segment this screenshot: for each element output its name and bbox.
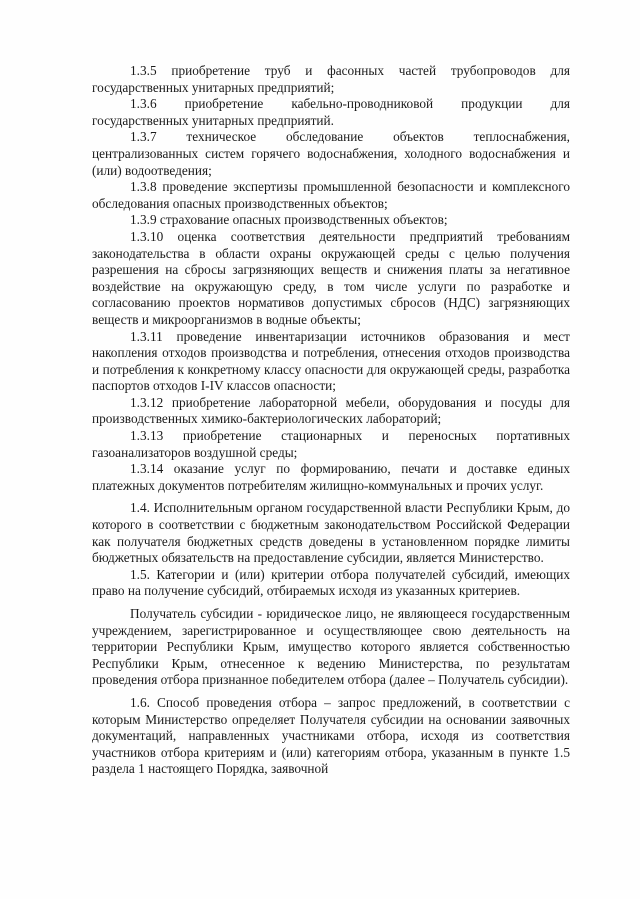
paragraph-recipient: Получатель субсидии - юридическое лицо, не являющееся государственным учреждением, зарегистрированное и осуществляющее свою деятельность на территории Республики Крым, имущество которого является собственностью Республики Крым, отнесенное к ведению Министерства, по результатам проведения отбора признанное победителем отбора (далее – Получатель субсидии). <box>92 606 570 688</box>
paragraph-1-3-8: 1.3.8 проведение экспертизы промышленной безопасности и комплексного обследования опасных производственных объектов; <box>92 179 570 211</box>
paragraph-1-3-12: 1.3.12 приобретение лабораторной мебели, оборудования и посуды для производственных химико-бактериологических лабораторий; <box>92 394 570 427</box>
paragraph-1-5: 1.5. Категории и (или) критерии отбора получателей субсидий, имеющих право на получение субсидий, отбираемых исходя из указанных критериев. <box>92 566 570 599</box>
paragraph-1-3-14: 1.3.14 оказание услуг по формированию, печати и доставке единых платежных документов потребителям жилищно-коммунальных и прочих услуг. <box>92 461 570 493</box>
paragraph-1-6: 1.6. Способ проведения отбора – запрос предложений, в соответствии с которым Министерство определяет Получателя субсидии на основании заявочных документаций, направленных участниками отбора, исходя из соответствия участников отбора критериям и (или) категориям отбора, указанным в пункте 1.5 раздела 1 настоящего Порядка, заявочной <box>92 694 570 777</box>
paragraph-1-3-5: 1.3.5 приобретение труб и фасонных частей трубопроводов для государственных унитарных предприятий; <box>92 63 570 95</box>
paragraph-1-3-10: 1.3.10 оценка соответствия деятельности предприятий требованиям законодательства в области охраны окружающей среды с целью получения разрешения на сбросы загрязняющих веществ и снижения платы за негативное воздействие на окружающую среду, в том числе услуги по разработке и согласованию проектов нормативов допустимых сбросов (НДС) загрязняющих веществ и микроорганизмов в водные объекты; <box>92 228 570 327</box>
paragraph-1-3-6: 1.3.6 приобретение кабельно-проводниковой продукции для государственных унитарных предприятий. <box>92 96 570 128</box>
paragraph-1-3-13: 1.3.13 приобретение стационарных и переносных портативных газоанализаторов воздушной среды; <box>92 428 570 460</box>
paragraph-1-3-9: 1.3.9 страхование опасных производственных объектов; <box>130 212 448 228</box>
paragraph-1-4: 1.4. Исполнительным органом государственной власти Республики Крым, до которого в соответствии с бюджетным законодательством Российской Федерации как получателя бюджетных средств доведены в установленном порядке лимиты бюджетных обязательств на предоставление субсидии, является Министерство. <box>92 500 570 566</box>
paragraph-1-3-11: 1.3.11 проведение инвентаризации источников образования и мест накопления отходов производства и потребления, отнесения отходов производства и потребления к конкретному классу опасности для окружающей среды, разработка паспортов отходов I-IV классов опасности; <box>92 328 570 394</box>
document-body <box>92 63 570 778</box>
paragraph-1-3-7: 1.3.7 техническое обследование объектов теплоснабжения, централизованных систем горячего водоснабжения, холодного водоснабжения и (или) водоотведения; <box>92 129 570 178</box>
